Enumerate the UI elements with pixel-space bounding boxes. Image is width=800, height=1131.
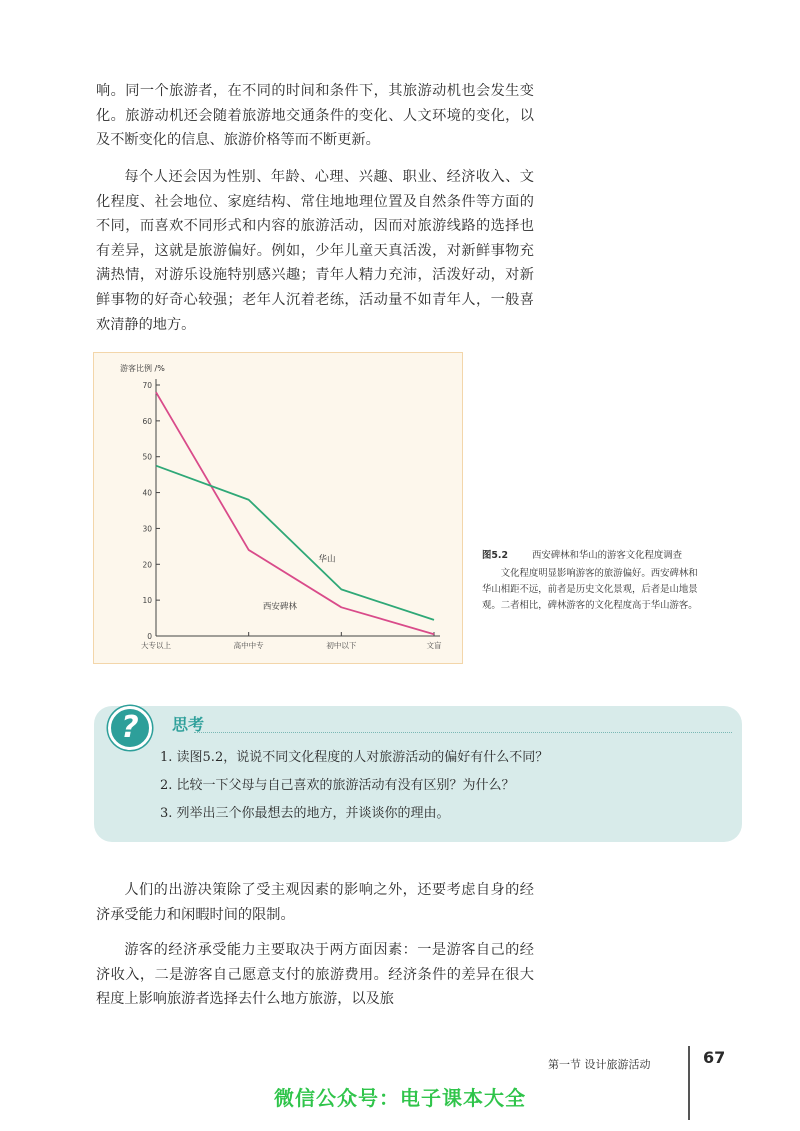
figure-title: 西安碑林和华山的游客文化程度调查 [532,550,683,561]
think-question-list [160,744,548,828]
figure-description: 文化程度明显影响游客的旅游偏好。西安碑林和华山相距不远，前者是历史文化景观，后者是山地景观。二者相比，碑林游客的文化程度高于华山游客。 [482,568,698,611]
think-question-2: 2. 比较一下父母与自己喜欢的旅游活动有没有区别？为什么？ [160,778,515,793]
x-tick-label: 大专以上 [141,641,171,650]
series-line-1 [156,466,434,620]
x-tick-label: 高中中专 [233,641,264,650]
chart-figure-5-2 [93,352,463,664]
y-tick-label: 60 [142,416,152,426]
body-paragraph-1: 响。同一个旅游者，在不同的时间和条件下，其旅游动机也会发生变化。旅游动机还会随着旅游地交通条件的变化、人文环境的变化，以及不断变化的信息、旅游价格等而不断更新。 [96,83,534,149]
think-question-1: 1. 读图5.2，说说不同文化程度的人对旅游活动的偏好有什么不同？ [160,750,549,765]
series-label-1: 华山 [318,554,336,565]
think-section [94,706,742,842]
y-tick-label: 0 [147,632,152,641]
figure-number: 图5.2 [482,550,508,561]
body-paragraph-4: 游客的经济承受能力主要取决于两方面因素：一是游客自己的经济收入，二是游客自己愿意支付的旅游费用。经济条件的差异在很大程度上影响旅游者选择去什么地方旅游，以及旅 [96,942,534,1008]
body-paragraph-2: 每个人还会因为性别、年龄、心理、兴趣、职业、经济收入、文化程度、社会地位、家庭结构、常住地地理位置及自然条件等方面的不同，而喜欢不同形式和内容的旅游活动，因而对旅游线路的选择也有差异，这就是旅游偏好。例如，少年儿童天真活泼，对新鲜事物充满热情，对游乐设施特别感兴趣；青年人精力充沛，活泼好动，对新鲜事物的好奇心较强；老年人沉着老练，活动量不如青年人，一般喜欢清静的地方。 [96,169,534,333]
y-axis-label: 游客比例 /% [120,364,165,373]
figure-caption [482,548,700,614]
body-paragraph-3: 人们的出游决策除了受主观因素的影响之外，还要考虑自身的经济承受能力和闲暇时间的限制。 [96,882,534,923]
y-tick-label: 10 [142,596,152,606]
series-label-0: 西安碑林 [262,602,297,613]
y-tick-label: 30 [142,524,152,534]
y-tick-label: 40 [142,488,152,498]
think-divider [194,732,732,733]
y-tick-label: 20 [142,560,152,570]
y-tick-label: 50 [142,452,152,462]
x-tick-label: 初中以下 [326,641,357,650]
y-tick-label: 70 [142,381,152,390]
footer-section-label: 第一节 设计旅游活动 [548,1058,651,1071]
watermark: 微信公众号：电子课本大全 [274,1086,526,1110]
question-mark-icon: ? [108,706,152,750]
series-line-0 [156,392,434,634]
think-title: 思考 [172,715,205,734]
page-number: 67 [703,1048,726,1067]
line-chart [94,353,464,665]
x-tick-label: 文盲 [426,641,442,650]
think-question-3: 3. 列举出三个你最想去的地方，并谈谈你的理由。 [160,806,450,821]
